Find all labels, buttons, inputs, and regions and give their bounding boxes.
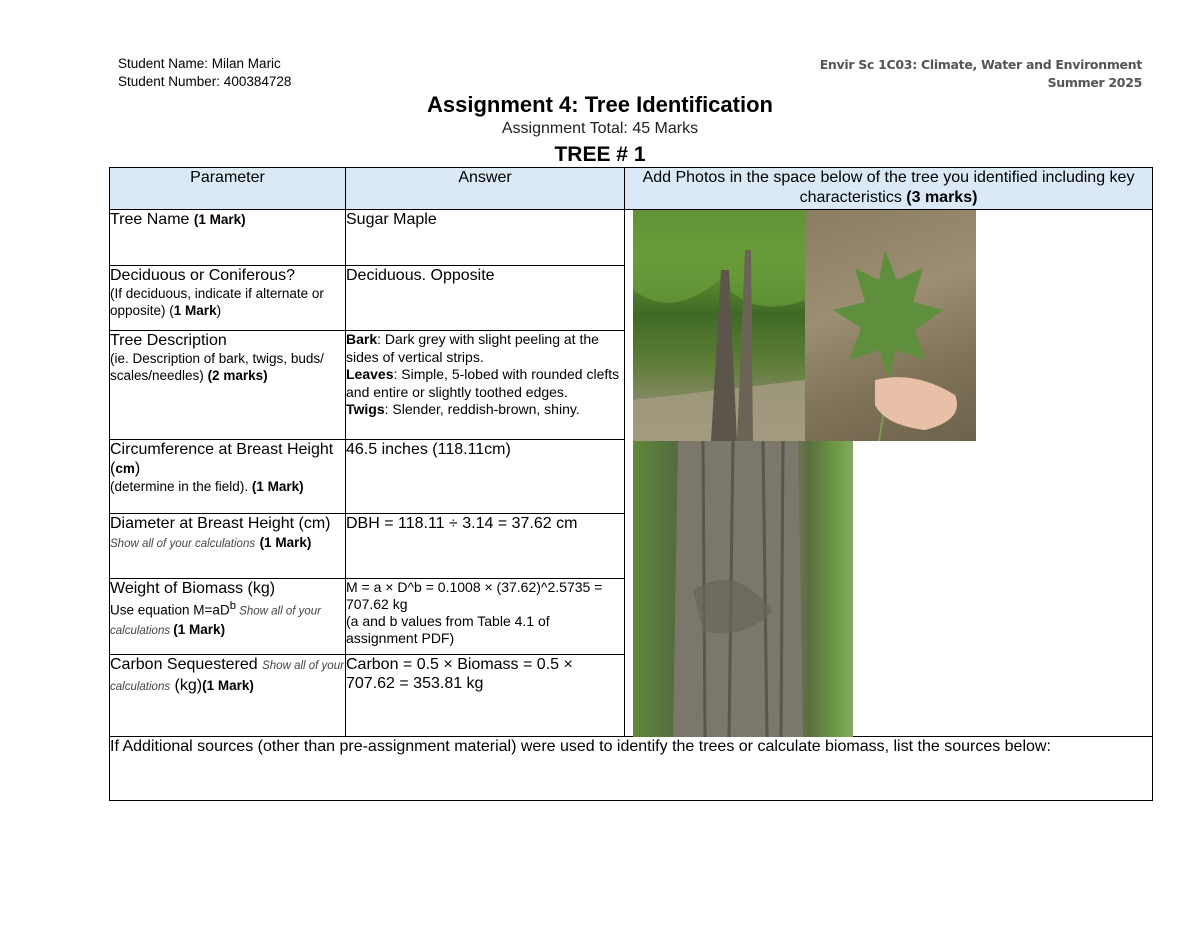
param-circumference: Circumference at Breast Height (cm) (determine in the field). (1 Mark) <box>110 440 346 514</box>
maple-leaf-photo <box>805 210 976 441</box>
header-answer: Answer <box>346 168 625 210</box>
param-diameter: Diameter at Breast Height (cm) Show all of your calculations (1 Mark) <box>110 514 346 579</box>
header-parameter: Parameter <box>110 168 346 210</box>
table-header-row <box>110 168 1153 210</box>
tree-bark-photo <box>633 441 853 737</box>
answer-description[interactable]: Bark: Dark grey with slight peeling at the sides of vertical strips. Leaves: Simple, 5-lobed with rounded clefts and entire or slightly toothed edges. Twigs: Slender, reddish-brown, shiny. <box>346 331 625 440</box>
header-photos-marks: (3 marks) <box>906 189 978 206</box>
answer-circumference[interactable]: 46.5 inches (118.11cm) <box>346 440 625 514</box>
course-name: Envir Sc 1C03: Climate, Water and Environment <box>819 57 1142 72</box>
answer-carbon[interactable]: Carbon = 0.5 × Biomass = 0.5 × 707.62 = 353.81 kg <box>346 655 625 737</box>
answer-deciduous[interactable]: Deciduous. Opposite <box>346 266 625 331</box>
course-info <box>820 56 1142 92</box>
param-tree-name: Tree Name (1 Mark) <box>110 210 346 266</box>
answer-biomass[interactable]: M = a × D^b = 0.1008 × (37.62)^2.5735 = 707.62 kg (a and b values from Table 4.1 of assignment PDF) <box>346 579 625 655</box>
term: Summer 2025 <box>1047 75 1142 90</box>
header-photos <box>625 168 1153 210</box>
param-biomass: Weight of Biomass (kg) Use equation $M=aD^b$ Show all of your calculations (1 Mark) <box>110 579 346 655</box>
table-row <box>110 737 1153 801</box>
page-title: Assignment 4: Tree Identification <box>427 92 773 117</box>
tree-table <box>109 167 1153 801</box>
answer-tree-name[interactable]: Sugar Maple <box>346 210 625 266</box>
table-row <box>110 210 1153 266</box>
header-photos-text: Add Photos in the space below of the tree you identified including key characteristics <box>642 169 1135 206</box>
tree-number: TREE # 1 <box>554 143 646 166</box>
param-carbon: Carbon Sequestered Show all of your calculations (kg)(1 Mark) <box>110 655 346 737</box>
sources-cell[interactable]: If Additional sources (other than pre-assignment material) were used to identify the trees or calculate biomass, list the sources below: <box>110 737 1153 801</box>
student-info <box>118 55 291 91</box>
answer-diameter[interactable]: DBH = 118.11 ÷ 3.14 = 37.62 cm <box>346 514 625 579</box>
param-deciduous: Deciduous or Coniferous? (If deciduous, indicate if alternate or opposite) (1 Mark) <box>110 266 346 331</box>
param-description: Tree Description (ie. Description of bark, twigs, buds/ scales/needles) (2 marks) <box>110 331 346 440</box>
assignment-total: Assignment Total: 45 Marks <box>501 120 699 137</box>
student-number: Student Number: 400384728 <box>118 74 292 89</box>
photos-cell <box>625 210 1153 737</box>
tree-trail-photo <box>633 210 805 441</box>
student-name: Student Name: Milan Maric <box>118 56 281 71</box>
